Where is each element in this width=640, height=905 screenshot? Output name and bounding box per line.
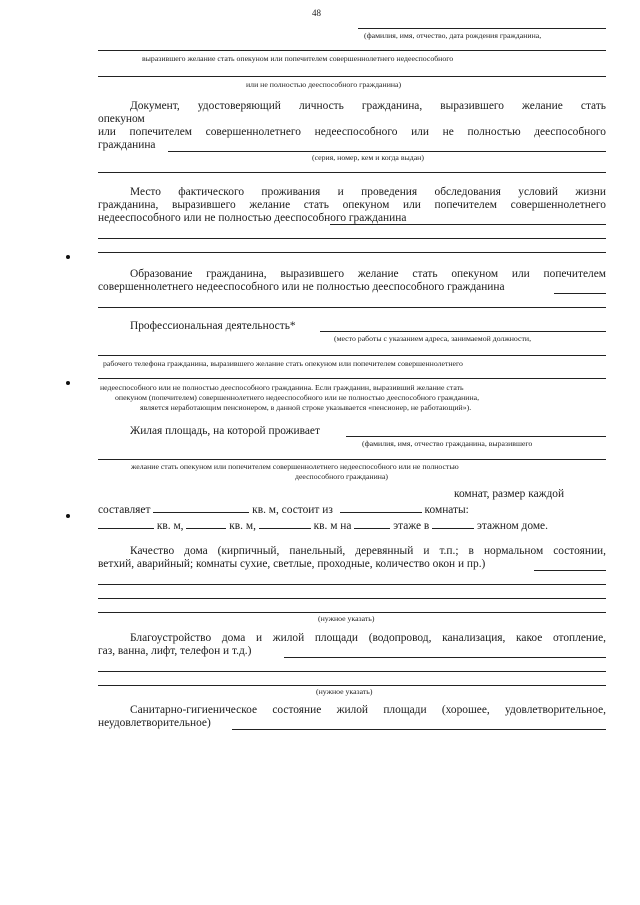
room2-input[interactable]	[186, 518, 226, 529]
caption-line: или не полностью дееспособного гражданина)	[246, 80, 402, 89]
caption-line: выразившего желание стать опекуном или попечителем совершеннолетнего недееспособного	[142, 54, 454, 63]
living-space-label: Жилая площадь, на которой проживает	[130, 425, 320, 437]
professional-note2: опекуном (попечителем) совершеннолетнего недееспособного или не полностью дееспособного гражданина,	[115, 393, 480, 402]
living-space-caption1: (фамилия, имя, отчество гражданина, выразившего	[362, 439, 533, 448]
floor-input[interactable]	[354, 518, 390, 529]
sq2-label: кв. м,	[229, 520, 256, 532]
blank-line	[98, 238, 606, 239]
floor-in-label: этаже в	[393, 520, 430, 532]
margin-dot	[66, 514, 70, 518]
residence-input-line	[330, 224, 606, 225]
professional-label: Профессиональная деятельность*	[130, 320, 296, 332]
sanitary-input-line	[232, 729, 606, 730]
blank-line	[98, 459, 606, 460]
area-row	[98, 502, 469, 518]
margin-dot	[66, 255, 70, 259]
floor-house-label: этажном доме.	[476, 520, 548, 532]
amounts-label: составляет	[98, 504, 151, 516]
room1-input[interactable]	[98, 518, 154, 529]
blank-line	[98, 172, 606, 173]
professional-input-line	[320, 331, 606, 332]
document-input-line	[168, 151, 606, 152]
page-number: 48	[312, 8, 321, 18]
amenities-caption: (нужное указать)	[316, 687, 373, 696]
rooms-label: комнаты:	[424, 504, 469, 516]
education-input-line	[554, 293, 606, 294]
rooms-row	[98, 518, 548, 534]
blank-line	[98, 685, 606, 686]
document-label-line4: гражданина	[98, 139, 156, 151]
amenities-input-line	[284, 657, 606, 658]
area-input[interactable]	[153, 502, 249, 513]
rooms-size-label: комнат, размер каждой	[454, 488, 565, 500]
house-quality-line2: ветхий, аварийный; комнаты сухие, светлые, проходные, количество окон и пр.)	[98, 558, 486, 570]
living-space-input-line	[346, 436, 606, 437]
document-label-line2: опекуном	[98, 113, 145, 125]
blank-line	[98, 307, 606, 308]
living-space-caption2: желание стать опекуном или попечителем совершеннолетнего недееспособного или не полностью	[131, 462, 459, 471]
fio-caption: (фамилия, имя, отчество, дата рождения гражданина,	[364, 31, 542, 40]
blank-line	[98, 76, 606, 77]
sq-m-consists-label: кв. м, состоит из	[252, 504, 333, 516]
residence-line2: гражданина, выразившего желание стать опекуном или попечителем совершеннолетнего	[98, 199, 606, 211]
blank-line	[98, 671, 606, 672]
blank-line	[98, 50, 606, 51]
sq1-label: кв. м,	[156, 520, 184, 532]
margin-dot	[66, 381, 70, 385]
blank-line	[98, 598, 606, 599]
house-quality-line1: Качество дома (кирпичный, панельный, деревянный и т.п.; в нормальном состоянии,	[130, 545, 606, 557]
education-line1: Образование гражданина, выразившего желание стать опекуном или попечителем	[130, 268, 606, 280]
education-line2: совершеннолетнего недееспособного или не полностью дееспособного гражданина	[98, 281, 505, 293]
house-quality-input-line	[534, 570, 606, 571]
document-caption: (серия, номер, кем и когда выдан)	[312, 153, 424, 162]
house-quality-caption: (нужное указать)	[318, 614, 375, 623]
blank-line	[98, 378, 606, 379]
sanitary-line1: Санитарно-гигиеническое состояние жилой площади (хорошее, удовлетворительное,	[130, 704, 606, 716]
floors-total-input[interactable]	[432, 518, 474, 529]
fio-line	[358, 28, 606, 29]
residence-line3: недееспособного или не полностью дееспособного гражданина	[98, 212, 407, 224]
amenities-line1: Благоустройство дома и жилой площади (водопровод, канализация, какое отопление,	[130, 632, 606, 644]
rooms-count-input[interactable]	[340, 502, 422, 513]
document-label-line1: Документ, удостоверяющий личность гражданина, выразившего желание стать	[130, 100, 606, 112]
residence-line1: Место фактического проживания и проведения обследования условий жизни	[130, 186, 606, 198]
professional-note1: недееспособного или не полностью дееспособного гражданина. Если гражданин, выразивший желание стать	[100, 383, 464, 392]
living-space-caption3: дееспособного гражданина)	[295, 472, 389, 481]
room3-input[interactable]	[259, 518, 311, 529]
sanitary-line2: неудовлетворительное)	[98, 717, 211, 729]
professional-caption2: рабочего телефона гражданина, выразившего желание стать опекуном или попечителем совершеннолетнего	[103, 359, 463, 368]
sq3-label: кв. м на	[313, 520, 352, 532]
amenities-line2: газ, ванна, лифт, телефон и т.д.)	[98, 645, 252, 657]
blank-line	[98, 584, 606, 585]
blank-line	[98, 612, 606, 613]
blank-line	[98, 355, 606, 356]
professional-caption1: (место работы с указанием адреса, занимаемой должности,	[334, 334, 532, 343]
blank-line	[98, 252, 606, 253]
document-label-line3: или попечителем совершеннолетнего недееспособного или не полностью дееспособного	[98, 126, 606, 138]
professional-note3: является неработающим пенсионером, в данной строке указывается «пенсионер, не работающий»).	[140, 403, 472, 412]
